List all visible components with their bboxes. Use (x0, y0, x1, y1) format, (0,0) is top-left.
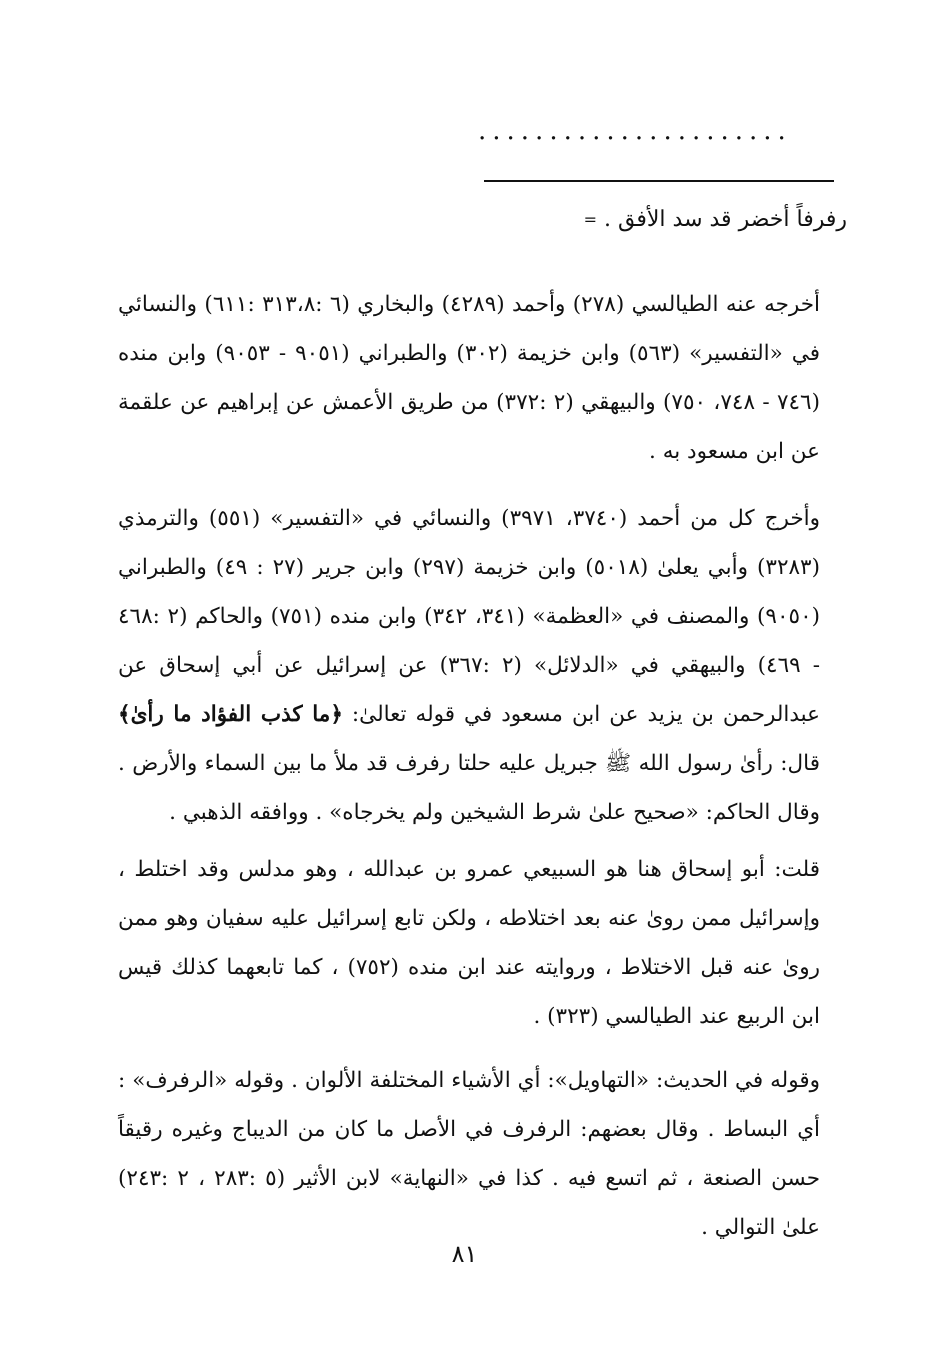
footnote-dot-separator: ...................... (478, 118, 792, 144)
quran-verse: ﴿ما كذب الفؤاد ما رأىٰ﴾ (118, 701, 343, 727)
continuation-text: رفرفاً أخضر قد سد الأفق . (604, 207, 847, 232)
footnote-paragraph-2 (118, 494, 820, 837)
footnote-paragraph-4: وقوله في الحديث: «التهاويل»: أي الأشياء المختلفة الألوان . وقوله «الرفرف» : أي البساط . وقال بعضهم: الرفرف في الأصل ما كان من الديباج وغيره رقيقاً حسن الصنعة ، ثم اتسع فيه . كذا في «النهاية» لابن الأثير (٥ :٢٨٣ ، ٢ :٢٤٣) علىٰ التوالي . (118, 1067, 820, 1240)
paragraph-2-text-after: قال: رأىٰ رسول الله ﷺ جبريل عليه حلتا رفرف قد ملأ ما بين السماء والأرض . وقال الحاكم: «صحيح علىٰ شرط الشيخين ولم يخرجاه» . ووافقه الذهبي . (118, 750, 820, 825)
continuation-marker: = (583, 210, 598, 229)
footnote-paragraph-3: قلت: أبو إسحاق هنا هو السبيعي عمرو بن عبدالله ، وهو مدلس وقد اختلط ، وإسرائيل ممن روىٰ عنه بعد اختلاطه ، ولكن تابع إسرائيل عليه سفيان وهو ممن روىٰ عنه قبل الاختلاط ، وروايته عند ابن منده (٧٥٢) ، كما تابعهما كذلك قيس ابن الربيع عند الطيالسي (٣٢٣) . (118, 856, 820, 1029)
footnote-paragraph-1: أخرجه عنه الطيالسي (٢٧٨) وأحمد (٤٢٨٩) والبخاري (٦ :٣١٣،٨ :٦١١) والنسائي في «التفسير» (٥٦٣) وابن خزيمة (٣٠٢) والطبراني (٩٠٥١ - ٩٠٥٣) وابن منده (٧٤٦ - ٧٤٨، ٧٥٠) والبيهقي (٢ :٣٧٢) من طريق الأعمش عن إبراهيم عن علقمة عن ابن مسعود به . (118, 291, 821, 464)
paragraph-2-text-before: وأخرج كل من أحمد (٣٧٤٠، ٣٩٧١) والنسائي في «التفسير» (٥٥١) والترمذي (٣٢٨٣) وأبي يعلىٰ (٥٠١٨) وابن خزيمة (٢٩٧) وابن جرير (٢٧ : ٤٩) والطبراني (٩٠٥٠) والمصنف في «العظمة» (٣٤١، ٣٤٢) وابن منده (٧٥١) والحاكم (٢ :٤٦٨ - ٤٦٩) والبيهقي في «الدلائل» (٢ :٣٦٧) عن إسرائيل عن أبي إسحاق عن عبدالرحمن بن يزيد عن ابن مسعود في قوله تعالىٰ: (118, 505, 821, 727)
footnote-continuation (576, 200, 847, 240)
footnote-rule (484, 180, 834, 182)
page-number: ٨١ (451, 1240, 478, 1268)
